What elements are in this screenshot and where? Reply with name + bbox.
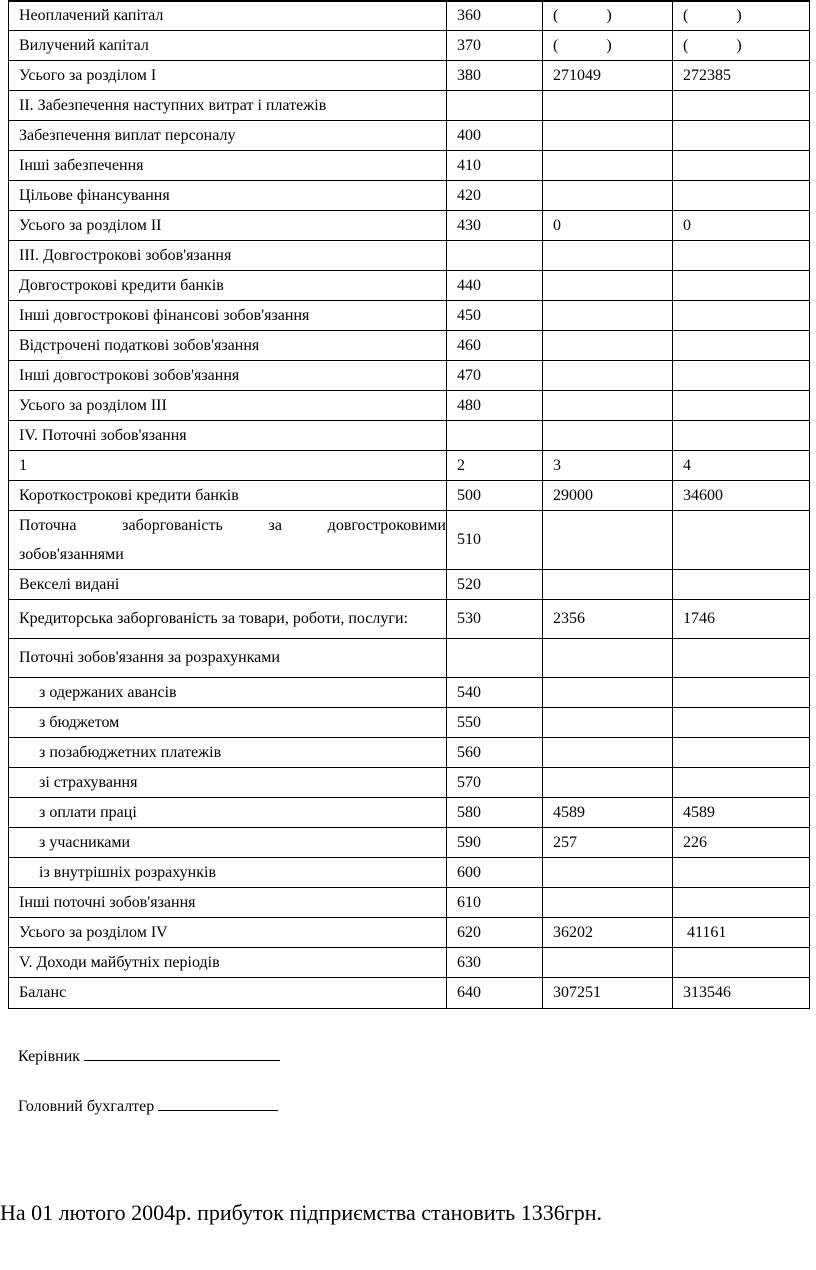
row-code: 510 bbox=[447, 511, 543, 570]
row-code: 590 bbox=[447, 828, 543, 858]
row-label: Кредиторська заборгованість за товари, роботи, послуги: bbox=[9, 600, 447, 639]
row-start bbox=[543, 301, 673, 331]
table-row bbox=[9, 858, 810, 888]
table-row bbox=[9, 948, 810, 978]
row-start bbox=[543, 639, 673, 678]
row-label: Забезпечення виплат персоналу bbox=[9, 121, 447, 151]
row-label: з учасниками bbox=[9, 828, 447, 858]
table-row bbox=[9, 121, 810, 151]
row-start bbox=[543, 511, 673, 570]
row-end bbox=[673, 708, 810, 738]
row-end bbox=[673, 271, 810, 301]
row-end bbox=[673, 858, 810, 888]
row-code: 610 bbox=[447, 888, 543, 918]
row-start: ( ) bbox=[543, 31, 673, 61]
row-code: 360 bbox=[447, 1, 543, 31]
row-start: 36202 bbox=[543, 918, 673, 948]
row-code bbox=[447, 91, 543, 121]
row-label: Вилучений капітал bbox=[9, 31, 447, 61]
row-label: Усього за розділом II bbox=[9, 211, 447, 241]
row-label: зі страхування bbox=[9, 768, 447, 798]
row-code bbox=[447, 241, 543, 271]
table-row bbox=[9, 600, 810, 639]
row-start bbox=[543, 91, 673, 121]
row-code: 520 bbox=[447, 570, 543, 600]
row-end bbox=[673, 241, 810, 271]
table-row bbox=[9, 271, 810, 301]
row-start: ( ) bbox=[543, 1, 673, 31]
row-code: 410 bbox=[447, 151, 543, 181]
row-code: 600 bbox=[447, 858, 543, 888]
table-row bbox=[9, 708, 810, 738]
row-label-word: заборгованість bbox=[122, 517, 223, 534]
director-signature bbox=[18, 1046, 280, 1066]
table-row bbox=[9, 181, 810, 211]
table-row bbox=[9, 301, 810, 331]
row-label: Інші довгострокові зобов'язання bbox=[9, 361, 447, 391]
row-label: Відстрочені податкові зобов'язання bbox=[9, 331, 447, 361]
row-start: 271049 bbox=[543, 61, 673, 91]
row-label: з бюджетом bbox=[9, 708, 447, 738]
row-start: 257 bbox=[543, 828, 673, 858]
table-row bbox=[9, 798, 810, 828]
row-code bbox=[447, 421, 543, 451]
row-end bbox=[673, 91, 810, 121]
row-label: Короткострокові кредити банків bbox=[9, 481, 447, 511]
table-row bbox=[9, 361, 810, 391]
row-code: 450 bbox=[447, 301, 543, 331]
row-start bbox=[543, 948, 673, 978]
row-end: 41161 bbox=[673, 918, 810, 948]
table-row bbox=[9, 1, 810, 31]
row-label: Усього за розділом I bbox=[9, 61, 447, 91]
row-end: 272385 bbox=[673, 61, 810, 91]
row-end bbox=[673, 888, 810, 918]
row-start bbox=[543, 768, 673, 798]
row-end bbox=[673, 301, 810, 331]
director-signature-line bbox=[84, 1046, 280, 1061]
row-label: Цільове фінансування bbox=[9, 181, 447, 211]
row-label: з позабюджетних платежів bbox=[9, 738, 447, 768]
row-start: 3 bbox=[543, 451, 673, 481]
row-label: із внутрішніх розрахунків bbox=[9, 858, 447, 888]
table-row bbox=[9, 639, 810, 678]
row-end: 1746 bbox=[673, 600, 810, 639]
row-end bbox=[673, 738, 810, 768]
row-label-line2: зобов'язаннями bbox=[19, 546, 124, 563]
row-label: з оплати праці bbox=[9, 798, 447, 828]
row-start bbox=[543, 121, 673, 151]
row-label: з одержаних авансів bbox=[9, 678, 447, 708]
row-end bbox=[673, 511, 810, 570]
row-code: 430 bbox=[447, 211, 543, 241]
row-code: 420 bbox=[447, 181, 543, 211]
table-row bbox=[9, 91, 810, 121]
row-end: 226 bbox=[673, 828, 810, 858]
row-end bbox=[673, 421, 810, 451]
row-end: 313546 bbox=[673, 978, 810, 1009]
row-code: 400 bbox=[447, 121, 543, 151]
row-end bbox=[673, 678, 810, 708]
table-row bbox=[9, 31, 810, 61]
row-start: 0 bbox=[543, 211, 673, 241]
row-label: Векселі видані bbox=[9, 570, 447, 600]
row-code: 620 bbox=[447, 918, 543, 948]
row-label: Усього за розділом III bbox=[9, 391, 447, 421]
row-code: 580 bbox=[447, 798, 543, 828]
row-code bbox=[447, 639, 543, 678]
director-label: Керівник bbox=[18, 1048, 81, 1065]
row-code: 630 bbox=[447, 948, 543, 978]
table-row bbox=[9, 768, 810, 798]
row-start: 307251 bbox=[543, 978, 673, 1009]
profit-note: На 01 лютого 2004р. прибуток підприємства становить 1336грн. bbox=[0, 1200, 603, 1225]
row-start bbox=[543, 361, 673, 391]
table-row bbox=[9, 888, 810, 918]
row-end: ( ) bbox=[673, 1, 810, 31]
row-label: Довгострокові кредити банків bbox=[9, 271, 447, 301]
row-start bbox=[543, 738, 673, 768]
row-start bbox=[543, 331, 673, 361]
balance-sheet-table bbox=[8, 0, 810, 1009]
row-label: Інші забезпечення bbox=[9, 151, 447, 181]
row-end: 4 bbox=[673, 451, 810, 481]
row-code: 2 bbox=[447, 451, 543, 481]
row-label-word: довгостроковими bbox=[327, 517, 446, 534]
row-end bbox=[673, 948, 810, 978]
accountant-signature bbox=[18, 1096, 278, 1116]
row-end: 0 bbox=[673, 211, 810, 241]
row-end: 4589 bbox=[673, 798, 810, 828]
row-code: 380 bbox=[447, 61, 543, 91]
table-row bbox=[9, 738, 810, 768]
table-row bbox=[9, 331, 810, 361]
row-label: Інші довгострокові фінансові зобов'язання bbox=[9, 301, 447, 331]
row-code: 470 bbox=[447, 361, 543, 391]
row-code: 540 bbox=[447, 678, 543, 708]
row-start bbox=[543, 271, 673, 301]
row-start bbox=[543, 678, 673, 708]
row-end bbox=[673, 361, 810, 391]
table-row bbox=[9, 678, 810, 708]
row-start bbox=[543, 241, 673, 271]
row-label: III. Довгострокові зобов'язання bbox=[9, 241, 447, 271]
row-code: 500 bbox=[447, 481, 543, 511]
row-end bbox=[673, 768, 810, 798]
table-row bbox=[9, 421, 810, 451]
row-label: Інші поточні зобов'язання bbox=[9, 888, 447, 918]
table-row bbox=[9, 511, 810, 570]
balance-sheet-body bbox=[9, 1, 810, 1009]
table-row bbox=[9, 391, 810, 421]
row-start bbox=[543, 858, 673, 888]
row-start bbox=[543, 181, 673, 211]
row-start bbox=[543, 421, 673, 451]
row-code: 480 bbox=[447, 391, 543, 421]
table-row bbox=[9, 241, 810, 271]
row-code: 570 bbox=[447, 768, 543, 798]
row-end bbox=[673, 639, 810, 678]
row-code: 440 bbox=[447, 271, 543, 301]
table-row bbox=[9, 211, 810, 241]
accountant-label: Головний бухгалтер bbox=[18, 1098, 155, 1115]
table-row bbox=[9, 570, 810, 600]
row-code: 530 bbox=[447, 600, 543, 639]
row-label: Усього за розділом IV bbox=[9, 918, 447, 948]
table-row bbox=[9, 918, 810, 948]
row-end: 34600 bbox=[673, 481, 810, 511]
table-row bbox=[9, 151, 810, 181]
row-label: II. Забезпечення наступних витрат і платежів bbox=[9, 91, 447, 121]
row-start: 2356 bbox=[543, 600, 673, 639]
row-start bbox=[543, 391, 673, 421]
row-start bbox=[543, 888, 673, 918]
row-label: Баланс bbox=[9, 978, 447, 1009]
row-label: V. Доходи майбутніх періодів bbox=[9, 948, 447, 978]
row-code: 640 bbox=[447, 978, 543, 1009]
row-start: 29000 bbox=[543, 481, 673, 511]
row-label: Неоплачений капітал bbox=[9, 1, 447, 31]
table-row bbox=[9, 828, 810, 858]
accountant-signature-line bbox=[158, 1096, 278, 1111]
row-end bbox=[673, 391, 810, 421]
row-end bbox=[673, 121, 810, 151]
row-start bbox=[543, 708, 673, 738]
row-label bbox=[9, 511, 447, 570]
row-code: 560 bbox=[447, 738, 543, 768]
row-end bbox=[673, 331, 810, 361]
row-end bbox=[673, 181, 810, 211]
row-label-word: Поточна bbox=[19, 517, 77, 534]
table-row bbox=[9, 481, 810, 511]
row-label: Поточні зобов'язання за розрахунками bbox=[9, 639, 447, 678]
row-code: 370 bbox=[447, 31, 543, 61]
row-code: 550 bbox=[447, 708, 543, 738]
table-row bbox=[9, 451, 810, 481]
row-label: 1 bbox=[9, 451, 447, 481]
row-end: ( ) bbox=[673, 31, 810, 61]
row-end bbox=[673, 570, 810, 600]
row-start bbox=[543, 151, 673, 181]
row-start bbox=[543, 570, 673, 600]
row-code: 460 bbox=[447, 331, 543, 361]
row-label-word: за bbox=[268, 517, 282, 534]
row-end bbox=[673, 151, 810, 181]
table-row bbox=[9, 978, 810, 1009]
row-start: 4589 bbox=[543, 798, 673, 828]
row-label: IV. Поточні зобов'язання bbox=[9, 421, 447, 451]
table-row bbox=[9, 61, 810, 91]
